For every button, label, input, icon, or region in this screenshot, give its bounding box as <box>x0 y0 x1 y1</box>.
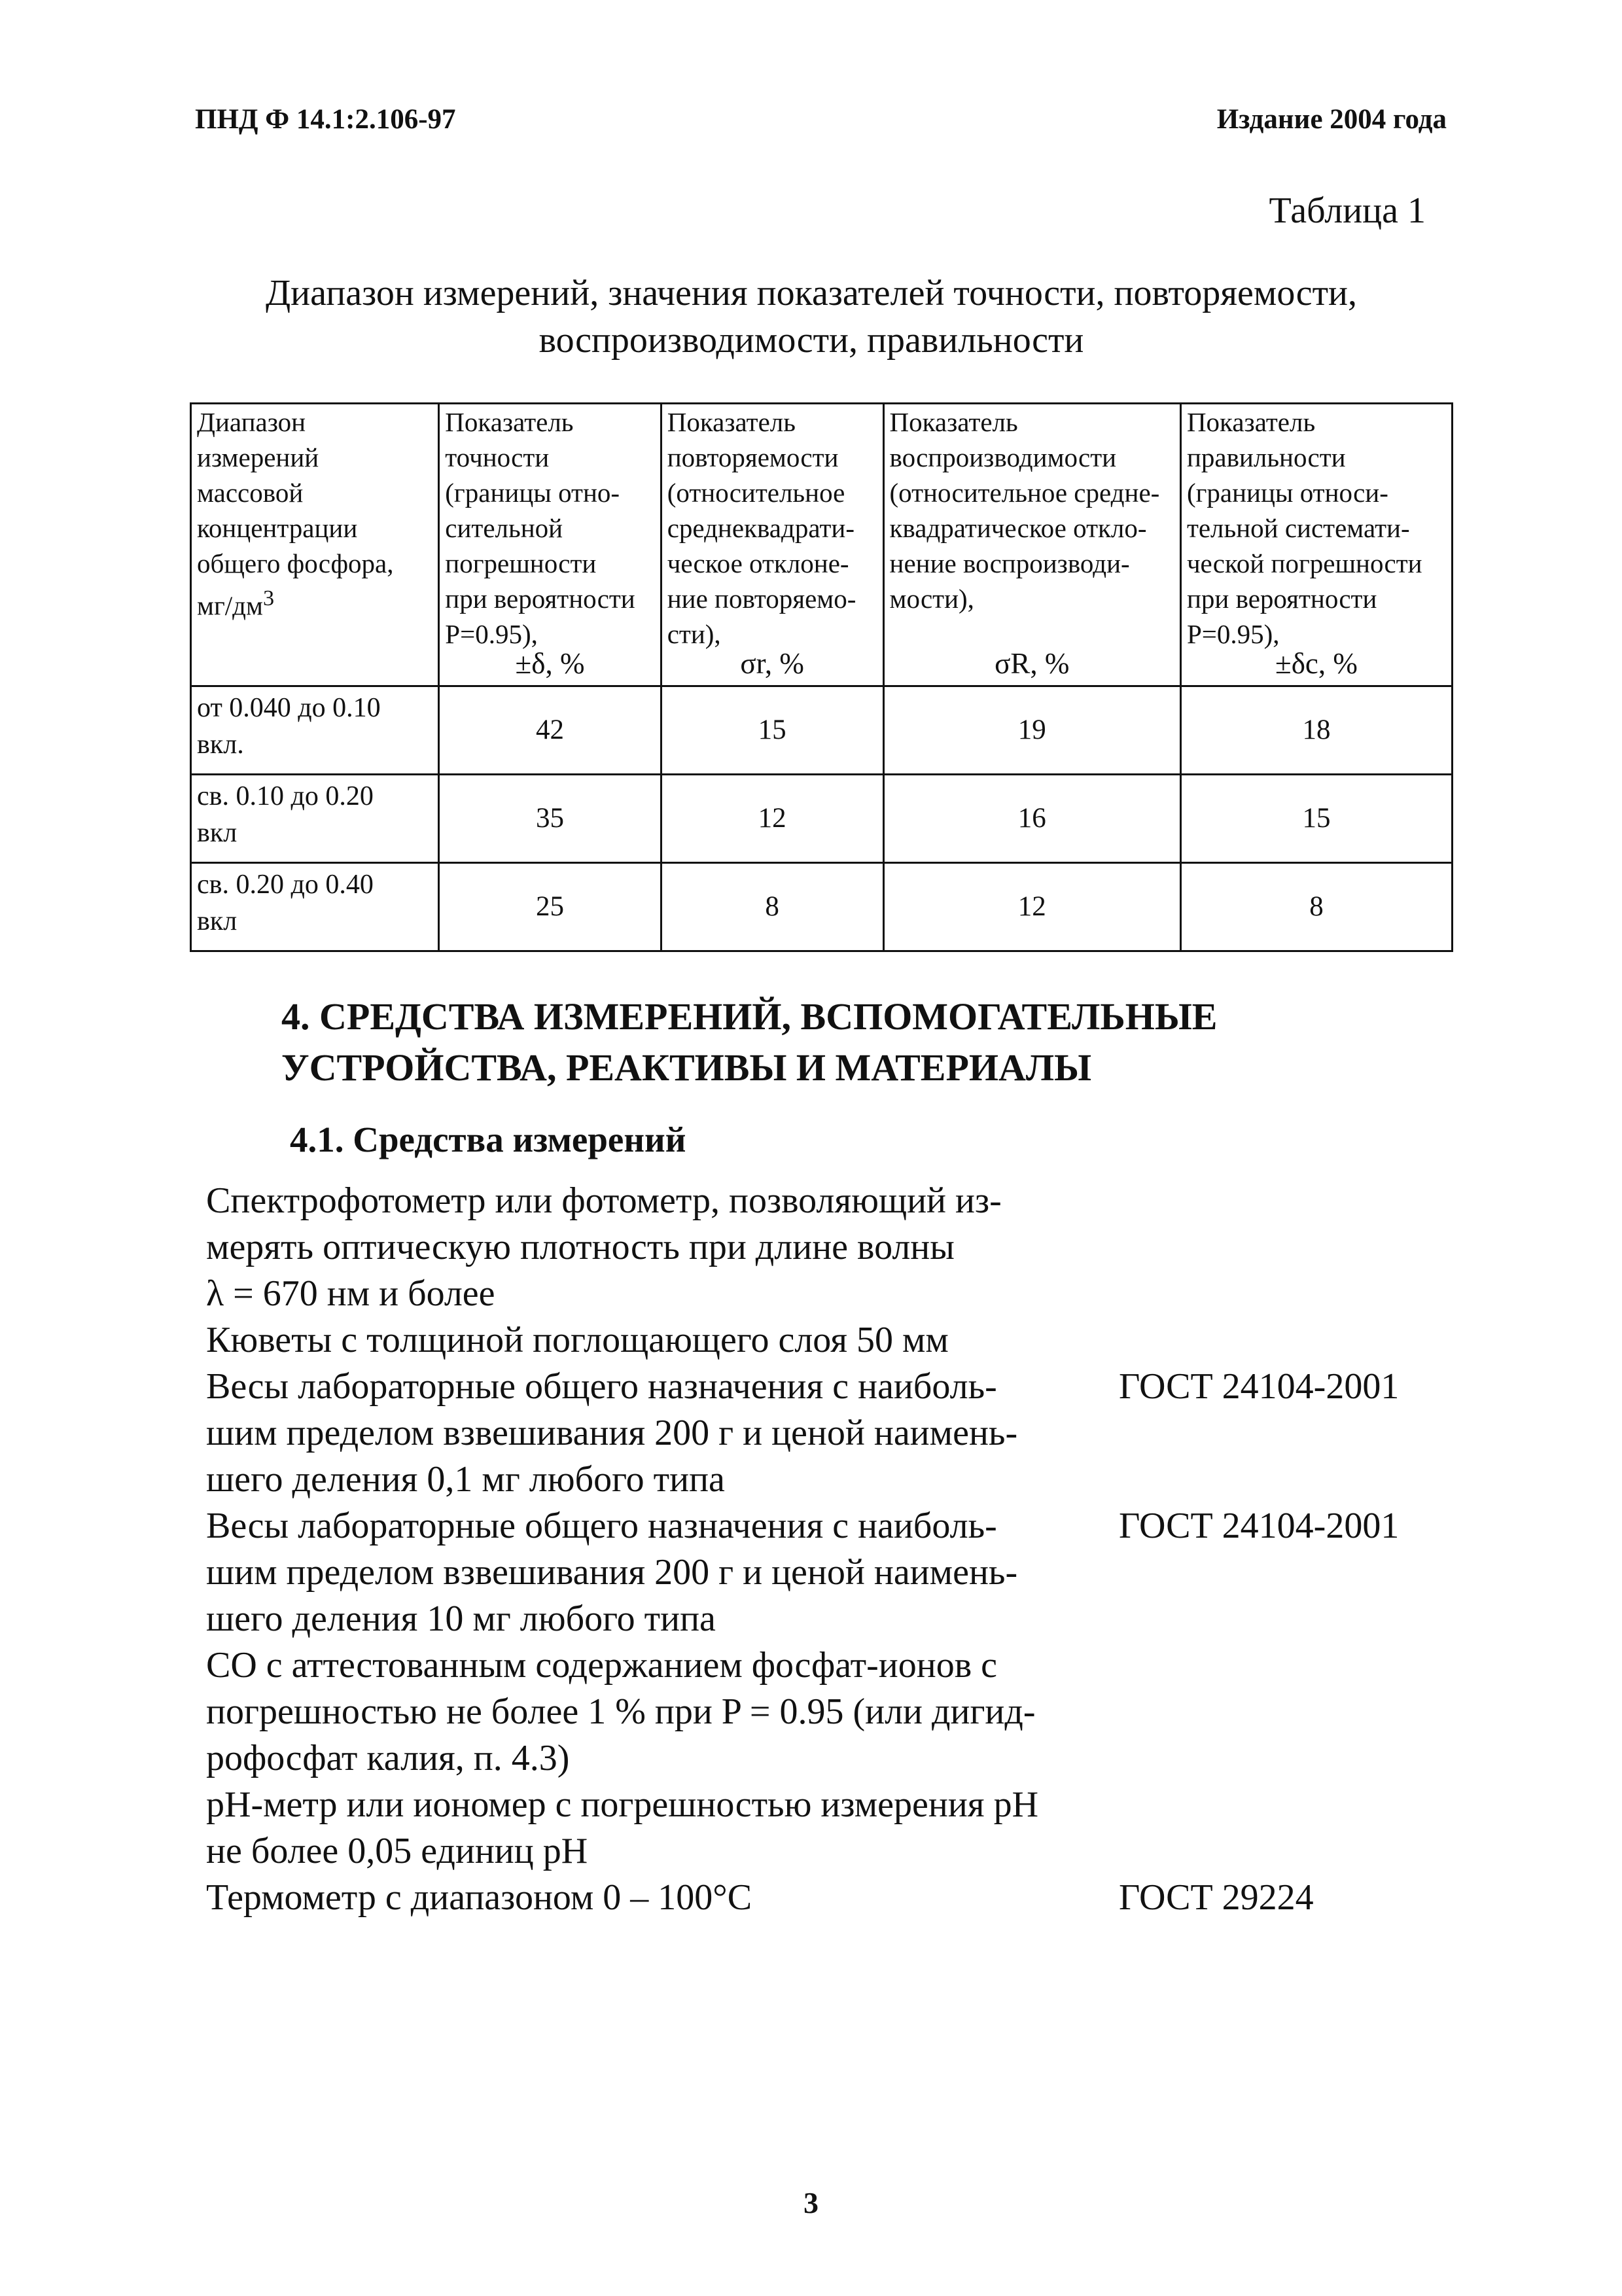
item-standard: ГОСТ 24104-2001 <box>1119 1366 1400 1407</box>
item-description: Спектрофотометр или фотометр, позволяющий из- мерять оптическую плотность при длине волны λ = 670 нм и более <box>206 1180 1002 1314</box>
value-cell: 12 <box>883 863 1180 951</box>
column-header-text: Диапазон измерений массовой концентрации общего фосфора, мг/дм <box>197 407 394 621</box>
table-caption: Диапазон измерений, значения показателей точности, повторяемости, воспроизводимости, правильности <box>265 273 1358 361</box>
item-description: Весы лабораторные общего назначения с наиболь- шим пределом взвешивания 200 г и ценой наимень- шего деления 10 мг любого типа <box>206 1506 1018 1639</box>
item-description: Весы лабораторные общего назначения с наиболь- шим пределом взвешивания 200 г и ценой наимень- шего деления 0,1 мг любого типа <box>206 1366 1018 1500</box>
accuracy-table <box>190 402 1453 952</box>
item-description: pH-метр или иономер с погрешностью измерения pH не более 0,05 единиц pH <box>206 1784 1039 1871</box>
document-code: ПНД Ф 14.1:2.106-97 <box>195 104 456 135</box>
range-cell: от 0.040 до 0.10 вкл. <box>191 686 439 775</box>
column-header-repeatability <box>661 404 883 686</box>
table-number: Таблица 1 <box>1269 190 1426 231</box>
column-header-range <box>191 404 439 686</box>
column-header-superscript: 3 <box>262 586 275 610</box>
item-standard: ГОСТ 24104-2001 <box>1119 1506 1400 1546</box>
item-description: Термометр с диапазоном 0 – 100°С <box>206 1877 752 1918</box>
item-description: СО с аттестованным содержанием фосфат-ионов с погрешностью не более 1 % при P = 0.95 (или дигид- рофосфат калия, п. 4.3) <box>206 1645 1036 1778</box>
value-cell: 16 <box>883 775 1180 863</box>
column-header-symbol: ±δ, % <box>515 647 585 680</box>
value-cell: 15 <box>661 686 883 775</box>
column-header-text: Показатель воспроизводимости (относительное средне- квадратическое откло- нение воспроизводи- мости), <box>889 407 1160 614</box>
column-header-reproducibility <box>883 404 1180 686</box>
table-row <box>191 863 1453 951</box>
range-cell: св. 0.10 до 0.20 вкл <box>191 775 439 863</box>
list-item <box>206 1317 1436 1364</box>
column-header-trueness <box>1180 404 1452 686</box>
page-number: 3 <box>803 2186 819 2219</box>
column-header-text: Показатель правильности (границы относи- тельной системати- ческой погрешности при вероятности P=0.95), <box>1186 407 1422 649</box>
column-header-text: Показатель точности (границы отно- сительной погрешности при вероятности P=0.95), <box>445 407 635 649</box>
list-item <box>206 1364 1436 1503</box>
edition-label: Издание 2004 года <box>1216 104 1447 135</box>
value-cell: 35 <box>439 775 661 863</box>
value-cell: 15 <box>1180 775 1452 863</box>
list-item <box>206 1178 1436 1317</box>
equipment-list <box>206 1178 1436 1921</box>
section-heading: 4. СРЕДСТВА ИЗМЕРЕНИЙ, ВСПОМОГАТЕЛЬНЫЕ УСТРОЙСТВА, РЕАКТИВЫ И МАТЕРИАЛЫ <box>281 995 1218 1089</box>
column-header-text: Показатель повторяемости (относительное среднеквадрати- ческое отклоне- ние повторяемо- сти), <box>667 407 856 649</box>
list-item <box>206 1503 1436 1642</box>
value-cell: 18 <box>1180 686 1452 775</box>
value-cell: 8 <box>1180 863 1452 951</box>
column-header-symbol: σR, % <box>995 647 1070 680</box>
column-header-symbol: ±δс, % <box>1275 647 1358 680</box>
value-cell: 12 <box>661 775 883 863</box>
item-description: Кюветы с толщиной поглощающего слоя 50 мм <box>206 1320 949 1360</box>
value-cell: 25 <box>439 863 661 951</box>
column-header-accuracy <box>439 404 661 686</box>
value-cell: 19 <box>883 686 1180 775</box>
range-cell: св. 0.20 до 0.40 вкл <box>191 863 439 951</box>
value-cell: 42 <box>439 686 661 775</box>
value-cell: 8 <box>661 863 883 951</box>
list-item <box>206 1875 1436 1921</box>
list-item <box>206 1642 1436 1782</box>
table-row <box>191 686 1453 775</box>
item-standard: ГОСТ 29224 <box>1119 1877 1314 1918</box>
list-item <box>206 1782 1436 1875</box>
subsection-heading: 4.1. Средства измерений <box>290 1120 686 1159</box>
table-row <box>191 775 1453 863</box>
column-header-symbol: σr, % <box>740 647 804 680</box>
